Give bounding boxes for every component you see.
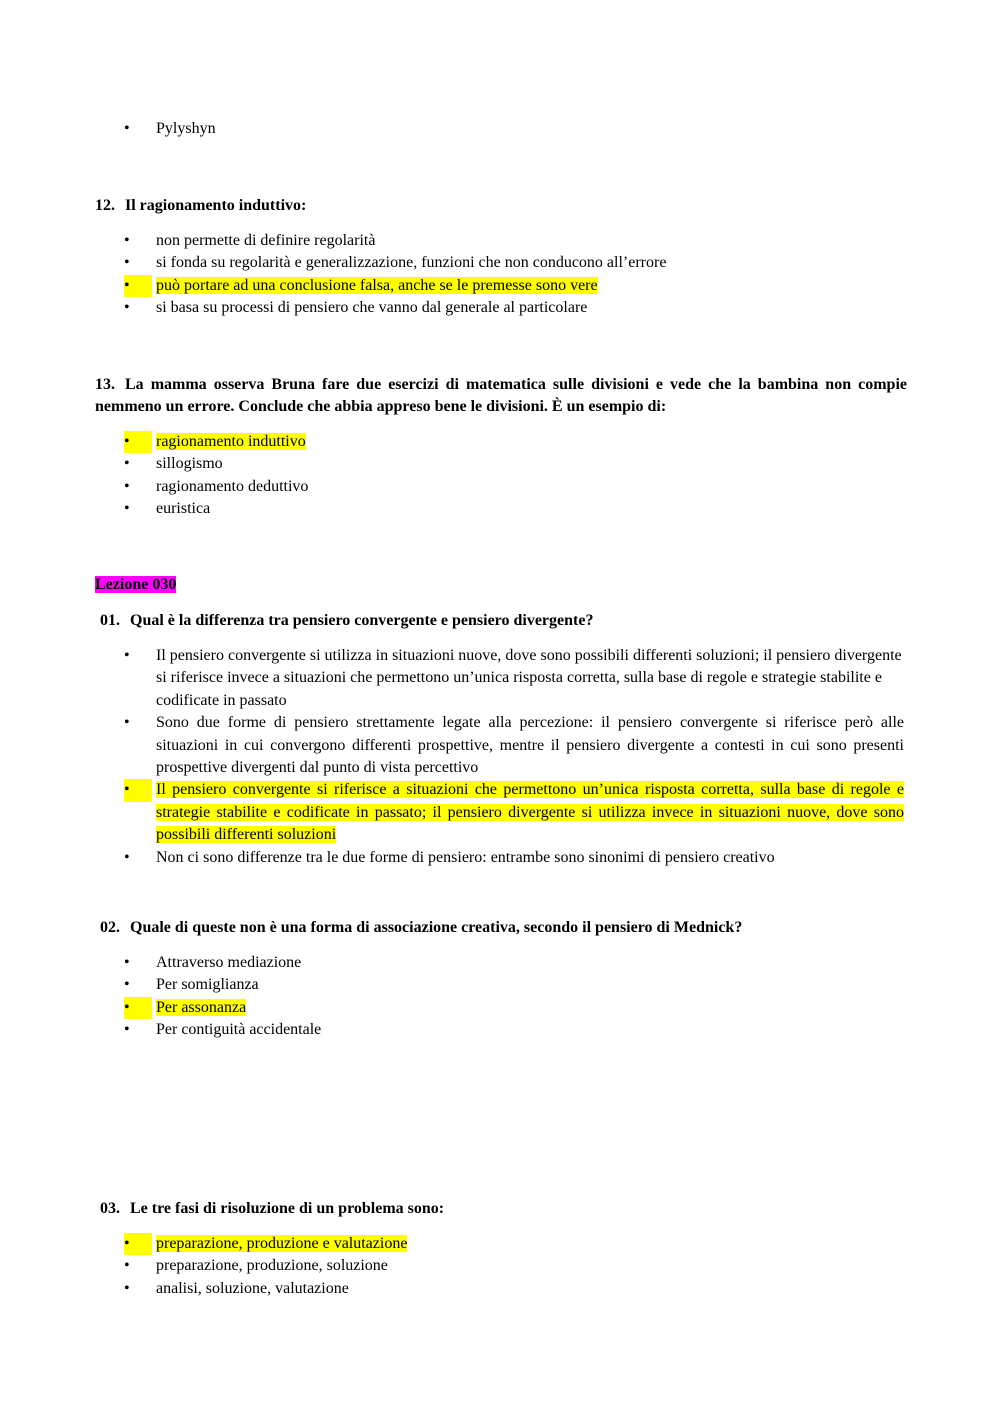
- list-item: [0, 1255, 904, 1277]
- list-item: [0, 297, 904, 319]
- bullet-icon: •: [124, 120, 130, 137]
- question-number: 02.: [100, 919, 120, 936]
- option-text: si basa su processi di pensiero che vanno dal generale al particolare: [156, 299, 588, 317]
- list-item-highlighted: [0, 1233, 904, 1255]
- question-13: [95, 374, 907, 418]
- question-02: [100, 917, 905, 939]
- list-item: [0, 1019, 904, 1041]
- option-text: preparazione, produzione, soluzione: [156, 1257, 388, 1275]
- question-02-options: [0, 952, 904, 1042]
- question-text: Il ragionamento induttivo:: [125, 197, 307, 214]
- list-item: [0, 1278, 904, 1300]
- list-item-highlighted: [0, 275, 904, 297]
- list-item: [0, 847, 904, 869]
- bullet-icon: •: [124, 232, 130, 249]
- option-text: ragionamento deduttivo: [156, 477, 309, 495]
- list-item: [0, 498, 904, 520]
- bullet-icon: •: [124, 848, 130, 866]
- bullet-icon: •: [124, 299, 130, 317]
- question-03-options: [0, 1233, 904, 1300]
- intro-list: [0, 118, 904, 140]
- question-13-options: [0, 431, 904, 521]
- option-text: sillogismo: [156, 455, 223, 473]
- question-01-options: [0, 645, 904, 869]
- bullet-icon: •: [124, 477, 130, 495]
- lesson-heading: [95, 574, 176, 596]
- bullet-icon: •: [124, 954, 130, 971]
- list-item: [0, 712, 904, 779]
- list-item: [0, 476, 904, 498]
- option-text: Sono due forme di pensiero strettamente legate alla percezione: il pensiero convergente si riferisce però alle situazioni in cui convergono differenti prospettive, mentre il pensiero divergente a contesti in cui sono presenti prospettive divergenti dal punto di vista percettivo: [156, 714, 904, 777]
- bullet-icon: •: [124, 500, 130, 518]
- list-item-highlighted: [0, 997, 904, 1019]
- list-item: [0, 645, 904, 712]
- option-text: preparazione, produzione e valutazione: [156, 1235, 408, 1252]
- list-item: [0, 974, 904, 996]
- option-text: si fonda su regolarità e generalizzazione, funzioni che non conducono all’errore: [156, 254, 667, 272]
- bullet-icon: •: [124, 1233, 152, 1255]
- question-text: Qual è la differenza tra pensiero convergente e pensiero divergente?: [130, 612, 594, 629]
- bullet-icon: •: [124, 1021, 130, 1039]
- bullet-icon: •: [124, 647, 130, 664]
- option-text: Il pensiero convergente si utilizza in situazioni nuove, dove sono possibili differenti soluzioni; il pensiero divergente si riferisce invece a situazioni che permettono un’unica risposta corretta, sulla base di regole e strategie stabilite e codificate in passato: [156, 647, 902, 709]
- question-text: La mamma osserva Bruna fare due esercizi di matematica sulle divisioni e vede che la bambina non compie nemmeno un errore. Conclude che abbia appreso bene le divisioni. È un esempio di:: [95, 376, 907, 415]
- bullet-icon: •: [124, 976, 130, 994]
- question-12-options: [0, 230, 904, 320]
- question-number: 13.: [95, 376, 115, 393]
- question-03: [100, 1198, 905, 1220]
- option-text: Pylyshyn: [156, 120, 216, 137]
- question-number: 03.: [100, 1200, 120, 1217]
- lesson-title: Lezione 030: [95, 576, 177, 593]
- option-text: Per contiguità accidentale: [156, 1021, 322, 1039]
- option-text: ragionamento induttivo: [156, 433, 306, 450]
- option-text: Il pensiero convergente si riferisce a situazioni che permettono un’unica risposta corretta, sulla base di regole e strategie stabilite e codificate in passato; il pensiero divergente si utilizza invece in situazioni nuove, dove sono possibili differenti soluzioni: [156, 781, 904, 844]
- option-text: analisi, soluzione, valutazione: [156, 1279, 349, 1297]
- question-number: 01.: [100, 612, 120, 629]
- list-item: [0, 230, 904, 252]
- list-item: [0, 252, 904, 274]
- option-text: può portare ad una conclusione falsa, anche se le premesse sono vere: [156, 276, 598, 294]
- option-text: euristica: [156, 500, 211, 518]
- bullet-icon: •: [124, 1257, 130, 1275]
- bullet-icon: •: [124, 714, 130, 732]
- option-text: Non ci sono differenze tra le due forme di pensiero: entrambe sono sinonimi di pensiero creativo: [156, 848, 775, 866]
- question-number: 12.: [95, 197, 115, 214]
- bullet-icon: •: [124, 1279, 130, 1297]
- list-item: [0, 118, 904, 140]
- bullet-icon: •: [124, 455, 130, 473]
- question-text: Quale di queste non è una forma di associazione creativa, secondo il pensiero di Mednick?: [130, 919, 743, 936]
- question-text: Le tre fasi di risoluzione di un problema sono:: [130, 1200, 445, 1217]
- bullet-icon: •: [124, 275, 152, 297]
- list-item: [0, 453, 904, 475]
- option-text: Per somiglianza: [156, 976, 259, 994]
- list-item-highlighted: [0, 431, 904, 453]
- list-item-highlighted: [0, 779, 904, 846]
- bullet-icon: •: [124, 254, 130, 272]
- list-item: [0, 952, 904, 974]
- question-12: [95, 195, 905, 217]
- option-text: non permette di definire regolarità: [156, 232, 376, 249]
- option-text: Attraverso mediazione: [156, 954, 302, 971]
- bullet-icon: •: [124, 779, 152, 801]
- bullet-icon: •: [124, 431, 152, 453]
- question-01: [100, 610, 905, 632]
- bullet-icon: •: [124, 997, 152, 1019]
- option-text: Per assonanza: [156, 998, 247, 1016]
